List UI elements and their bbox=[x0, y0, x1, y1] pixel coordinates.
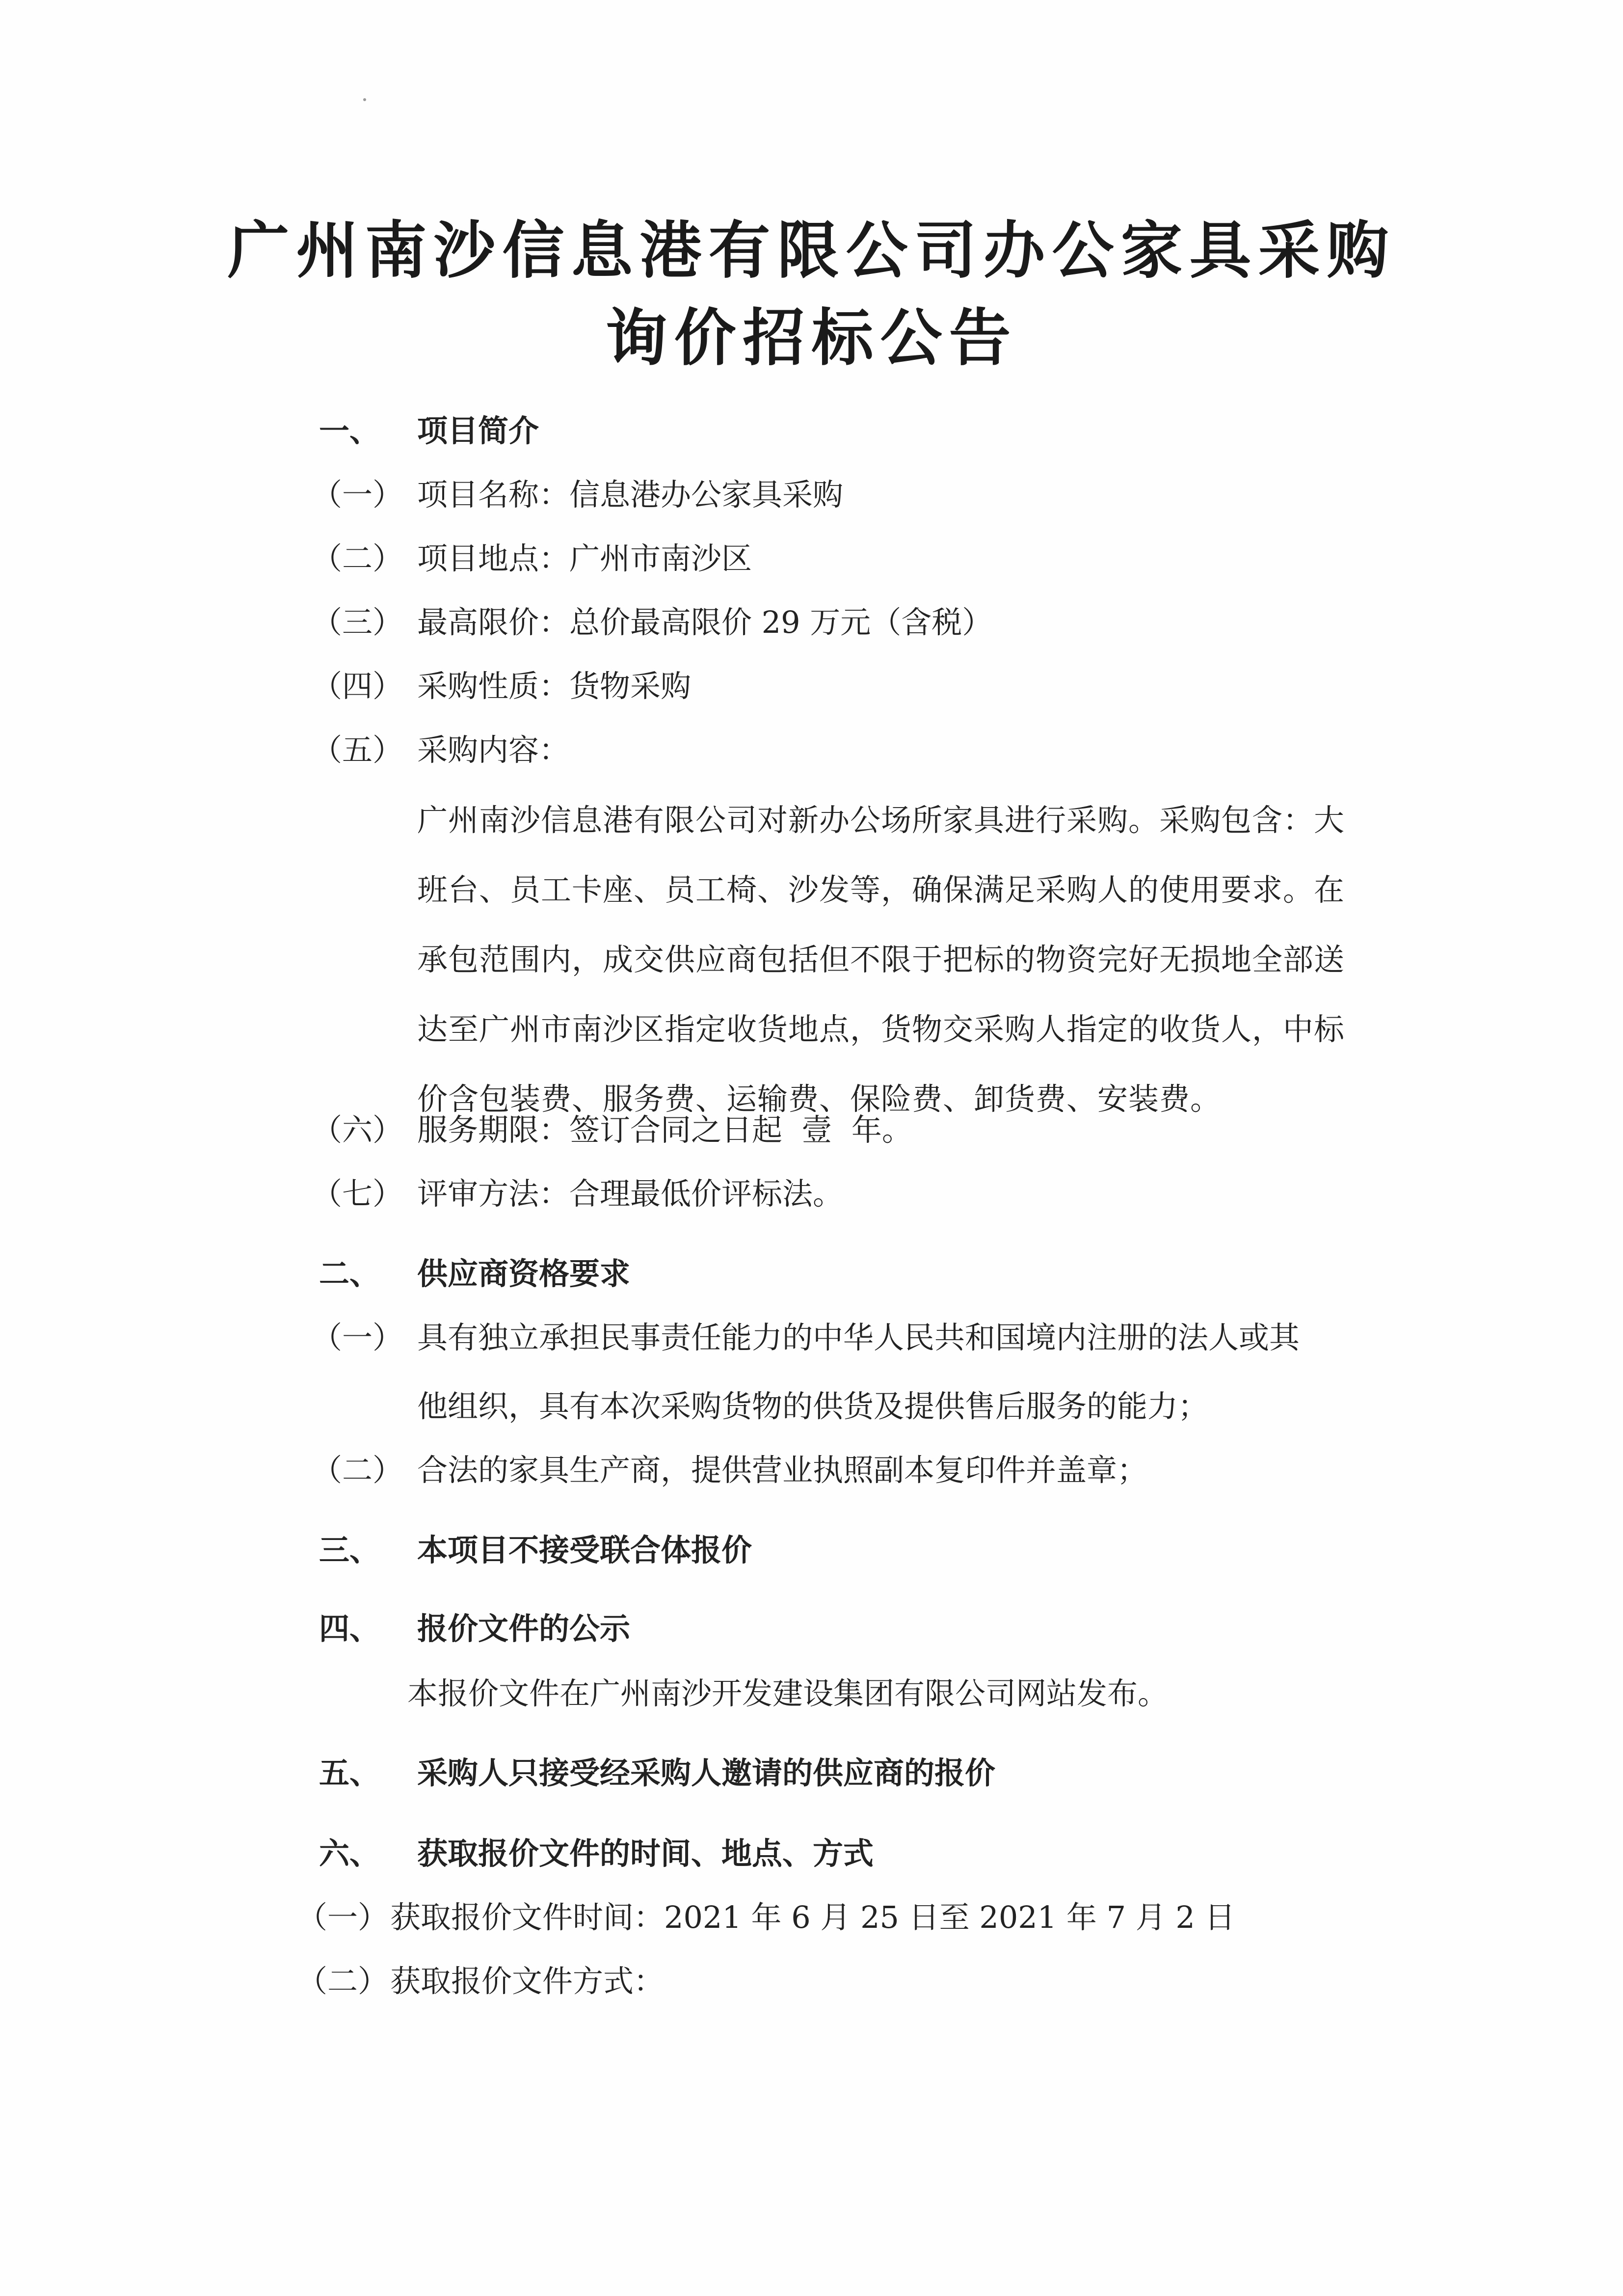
section-number: 一、 bbox=[319, 413, 380, 449]
procurement-content-paragraph bbox=[417, 785, 1345, 1134]
section-title: 采购人只接受经采购人邀请的供应商的报价 bbox=[417, 1755, 996, 1791]
section-number: 四、 bbox=[319, 1611, 380, 1647]
title-line-2: 询价招标公告 bbox=[605, 301, 1018, 374]
item-number: （五） bbox=[312, 732, 403, 768]
item-text: 他组织，具有本次采购货物的供货及提供售后服务的能力； bbox=[417, 1388, 1209, 1424]
item-number: （一） bbox=[312, 477, 403, 513]
item-text: 获取报价文件时间：2021 年 6 月 25 日至 2021 年 7 月 2 日 bbox=[390, 1899, 1235, 1935]
paragraph-line: 广州南沙信息港有限公司对新办公场所家具进行采购。采购包含：大 bbox=[417, 802, 1345, 838]
item-text: 服务期限：签订合同之日起 壹 年。 bbox=[417, 1112, 912, 1148]
paragraph-line: 达至广州市南沙区指定收货地点，货物交采购人指定的收货人，中标 bbox=[417, 1011, 1345, 1047]
section-title: 获取报价文件的时间、地点、方式 bbox=[417, 1836, 874, 1871]
item-text: 具有独立承担民事责任能力的中华人民共和国境内注册的法人或其 bbox=[417, 1320, 1300, 1355]
paragraph-line: 价含包装费、服务费、运输费、保险费、卸货费、安装费。 bbox=[417, 1081, 1222, 1117]
item-text: 获取报价文件方式： bbox=[390, 1963, 665, 1999]
item-number: （四） bbox=[312, 668, 403, 704]
item-text: 采购性质：货物采购 bbox=[417, 668, 692, 704]
section-number: 五、 bbox=[319, 1755, 380, 1791]
section-title: 本项目不接受联合体报价 bbox=[417, 1532, 752, 1568]
section-number: 二、 bbox=[319, 1256, 380, 1292]
section-title: 报价文件的公示 bbox=[417, 1611, 631, 1647]
item-text: 评审方法：合理最低价评标法。 bbox=[417, 1176, 844, 1212]
scan-speck bbox=[363, 98, 366, 101]
item-number: （二） bbox=[297, 1963, 389, 1999]
item-text: 项目名称：信息港办公家具采购 bbox=[417, 477, 844, 513]
paragraph-line: 班台、员工卡座、员工椅、沙发等，确保满足采购人的使用要求。在 bbox=[417, 872, 1345, 908]
item-text: 项目地点：广州市南沙区 bbox=[417, 540, 752, 576]
item-number: （二） bbox=[312, 540, 403, 576]
section-title: 项目简介 bbox=[417, 413, 539, 449]
title-line-1: 广州南沙信息港有限公司办公家具采购 bbox=[227, 214, 1396, 287]
item-text: 采购内容： bbox=[417, 732, 570, 768]
section-number: 六、 bbox=[319, 1836, 380, 1871]
item-text: 合法的家具生产商，提供营业执照副本复印件并盖章； bbox=[417, 1452, 1148, 1488]
item-text: 最高限价：总价最高限价 29 万元（含税） bbox=[417, 604, 993, 640]
paragraph-text: 本报价文件在广州南沙开发建设集团有限公司网站发布。 bbox=[407, 1675, 1169, 1711]
item-number: （一） bbox=[312, 1320, 403, 1355]
item-number: （六） bbox=[312, 1112, 403, 1148]
item-number: （三） bbox=[312, 604, 403, 640]
paragraph-line: 承包范围内，成交供应商包括但不限于把标的物资完好无损地全部送 bbox=[417, 942, 1345, 977]
item-number: （七） bbox=[312, 1176, 403, 1212]
section-number: 三、 bbox=[319, 1532, 380, 1568]
item-number: （二） bbox=[312, 1452, 403, 1488]
section-title: 供应商资格要求 bbox=[417, 1256, 631, 1292]
item-number: （一） bbox=[297, 1899, 389, 1935]
